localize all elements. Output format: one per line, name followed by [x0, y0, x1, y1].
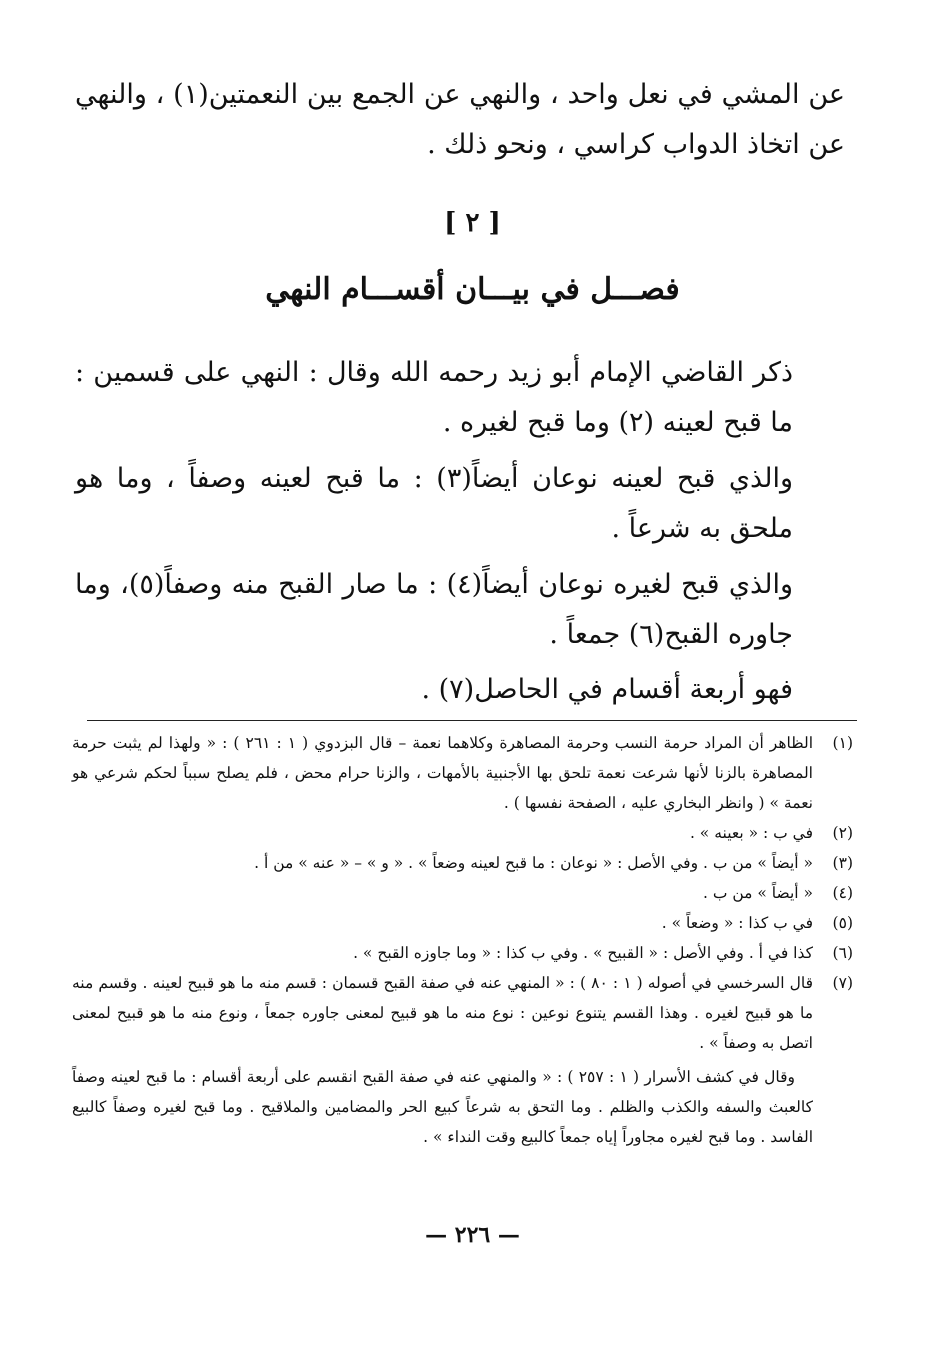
footnote-text: كذا في أ . وفي الأصل : « القبيح » . وفي ب كذا : « وما جاوزه القبح » . [353, 944, 813, 962]
intro-paragraph-text: عن المشي في نعل واحد ، والنهي عن الجمع بين النعمتين(١) ، والنهي عن اتخاذ الدواب كراسي ، ونحو ذلك . [75, 79, 845, 160]
footnote-number: (٣) [832, 854, 853, 872]
footnote-1 [72, 728, 853, 818]
footnote-text: في ب : « بعينه » . [689, 824, 813, 842]
footnote-3 [72, 848, 853, 878]
footnote-2 [72, 818, 853, 848]
footnote-text: قال السرخسي في أصوله ( ١ : ٨٠ ) : « المنهي عنه في صفة القبح قسمان : قسم منه ما هو قبيح لعينه . وقسم منه ما هو قبيح لغيره . وهذا القسم يتنوع نوعين : نوع منه ما هو قبيح لمعنى جاوره جمعاً ، ونوع منه ما هو قبيح لمعنى اتصل به وصفاً » . [72, 974, 813, 1052]
footnote-6 [72, 938, 853, 968]
footnote-text: « أيضاً » من ب . [702, 884, 813, 902]
page-number: — ٢٢٦ — [425, 1222, 520, 1248]
footnote-7-continuation: وقال في كشف الأسرار ( ١ : ٢٥٧ ) : « والمنهي عنه في صفة القبح انقسم على أربعة أقسام : ما قبح لعينه وصفاً كالعبث والسفه والكذب والظلم . وما التحق به شرعاً كبيع الحر والمضامين والملاقيح . وما قبح لغيره وصفاً كالبيع الفاسد . وما قبح لغيره مجاوراً إياه جمعاً كالبيع وقت النداء » . [72, 1068, 813, 1146]
footnote-number: (٤) [832, 884, 853, 902]
intro-paragraph [75, 70, 845, 170]
footnote-5 [72, 908, 853, 938]
section-number: [ ٢ ] [444, 208, 501, 238]
footnote-number: (٥) [832, 914, 853, 932]
section-title: فصـــل في بيـــان أقســـام النهي [265, 272, 680, 307]
footnote-text: في ب كذا : « وضعاً » . [661, 914, 813, 932]
footnote-divider [87, 720, 857, 721]
footnote-4 [72, 878, 853, 908]
footnote-number: (٧) [832, 974, 853, 992]
footnotes [72, 728, 853, 1152]
paragraph-text: فهو أربعة أقسام في الحاصل(٧) . [421, 674, 793, 705]
paragraph-4 [75, 665, 845, 715]
paragraph-2 [75, 454, 845, 554]
paragraph-text: والذي قبح لعينه نوعان أيضاً(٣) : ما قبح لعينه وصفاً ، وما هو ملحق به شرعاً . [75, 463, 793, 544]
footnote-number: (٦) [832, 944, 853, 962]
paragraph-text: ذكر القاضي الإمام أبو زيد رحمه الله وقال : النهي على قسمين : ما قبح لعينه (٢) وما قبح لغيره . [75, 357, 793, 438]
footnote-text: « أيضاً » من ب . وفي الأصل : « نوعان : ما قبح لعينه وضعاً » . « و » – « عنه » من أ . [254, 854, 813, 872]
paragraph-text: والذي قبح لغيره نوعان أيضاً(٤) : ما صار القبح منه وصفاً(٥)، وما جاوره القبح(٦) جمعاً . [75, 569, 793, 650]
paragraph-1 [75, 348, 845, 448]
footnote-text: الظاهر أن المراد حرمة النسب وحرمة المصاهرة وكلاهما نعمة – قال البزدوي ( ١ : ٢٦١ ) : « ولهذا لم يثبت حرمة المصاهرة بالزنا لأنها شرعت نعمة تلحق بها الأجنبية بالأمهات ، والزنا حرام محض ، فلم يصلح سبباً لحكم شرعي هو نعمة » ( وانظر البخاري عليه ، الصفحة نفسها ) . [72, 734, 814, 812]
footnote-number: (٢) [832, 824, 853, 842]
paragraph-3 [75, 560, 845, 660]
footnote-7 [72, 968, 853, 1058]
footnote-number: (١) [832, 734, 853, 752]
